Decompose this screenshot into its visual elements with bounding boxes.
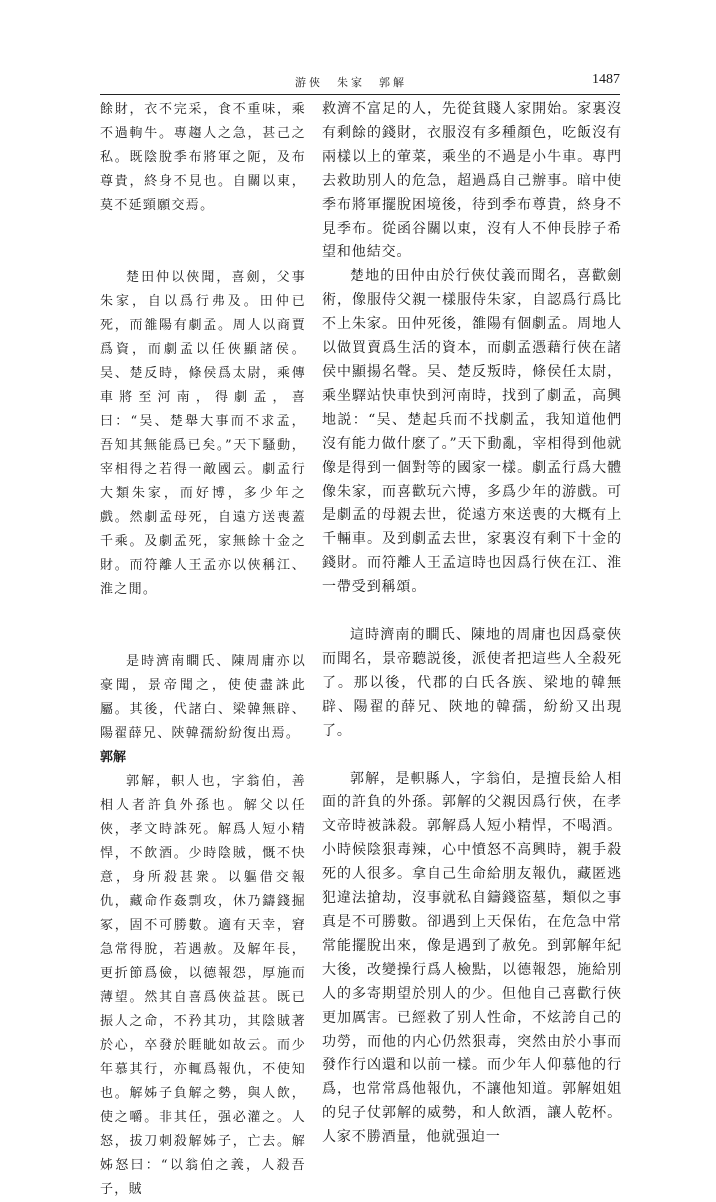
running-title: 游俠 朱家 郭解	[295, 76, 407, 89]
classical-paragraph-4: 郭解，軹人也，字翁伯，善相人者許負外孫也。解父以任俠，孝文時誅死。解爲人短小精悍，不飲酒。少時陰賊，慨不快意，身所殺甚衆。以軀借交報仇，藏命作姦剽攻，休乃鑄錢掘冢，固不可勝數。適有天幸，窘急常得脫，若遇赦。及解年長，更折節爲儉，以德報怨，厚施而薄望。然其自喜爲俠益甚。既已振人之命，不矜其功，其陰賊著於心，卒發於睚眦如故云。而少年慕其行，亦輒爲報仇，不使知也。解姊子負解之勢，與人飲，使之嚼。非其任，强必灌之。人怒，拔刀刺殺解姊子，亡去。解姊怒曰：“以翁伯之義，人殺吾子，賊	[100, 774, 306, 1197]
classical-text-column	[100, 98, 306, 1197]
translation-paragraph-2: 楚地的田仲由於行俠仗義而聞名，喜歡劍術，像服侍父親一樣服侍朱家，自認爲行爲比不上朱家。田仲死後，雒陽有個劇孟。周地人以做買賣爲生活的資本，而劇孟憑藉行俠在諸侯中顯揚名聲。吴、楚反叛時，條侯任太尉，乘坐驛站快車快到河南時，找到了劇孟，高興地説：“吴、楚起兵而不找劇孟，我知道他們沒有能力做什麽了。”天下動亂，宰相得到他就像是得到一個對等的國家一樣。劇孟行爲大體像朱家，而喜歡玩六博，多爲少年的游戲。可是劇孟的母親去世，從遠方來送喪的大概有上千輛車。及到劇孟去世，家裏沒有剩下十金的錢財。而符離人王孟這時也因爲行俠在江、淮一帶受到稱頌。	[322, 268, 622, 596]
classical-paragraph-1: 餘財，衣不完采，食不重味，乘不過軥牛。專趨人之急，甚己之私。既陰脫季布將軍之阨，及布尊貴，終身不見也。自關以東，莫不延頸願交焉。	[100, 102, 306, 213]
translation-column	[322, 98, 622, 1146]
page-header	[100, 74, 620, 94]
translation-paragraph-4: 郭解，是軹縣人，字翁伯，是擅長給人相面的許負的外孫。郭解的父親因爲行俠，在孝文帝時被誅殺。郭解爲人短小精悍，不喝酒。小時候陰狠毒辣，心中憤怒不高興時，親手殺死的人很多。拿自己生命給朋友報仇，藏匿逃犯違法搶劫，沒事就私自鑄錢盜墓，類似之事真是不可勝數。卻遇到上天保佑，在危急中常常能擺脫出來，像是遇到了赦免。到郭解年紀大後，改變操行爲人檢點，以德報怨，施給別人的多寄期望於別人的少。但他自己喜歡行俠更加厲害。已經救了别人性命，不炫誇自己的功勞，而他的内心仍然狠毒，突然由於小事而發作行凶還和以前一樣。而少年人仰慕他的行爲，也常常爲他報仇，不讓他知道。郭解姐姐的兒子仗郭解的威勢，和人飲酒，讓人乾杯。人家不勝酒量，他就强迫一	[322, 770, 622, 1146]
classical-paragraph-2: 楚田仲以俠聞，喜劍，父事朱家，自以爲行弗及。田仲已死，而雒陽有劇孟。周人以商賈爲資，而劇孟以任俠顯諸侯。吴、楚反時，條侯爲太尉，乘傳車將至河南，得劇孟，喜曰：“吴、楚舉大事而不求孟，吾知其無能爲已矣。”天下騷動，宰相得之若得一敵國云。劇孟行大類朱家，而好博，多少年之戲。然劇孟母死，自遠方送喪蓋千乘。及劇孟死，家無餘十金之財。而符離人王孟亦以俠稱江、淮之閒。	[100, 270, 306, 597]
paragraph-spacer	[322, 600, 622, 624]
header-rule	[100, 94, 620, 95]
section-heading: 郭解	[100, 750, 127, 765]
translation-paragraph-3: 這時濟南的瞷氏、陳地的周庸也因爲豪俠而聞名，景帝聽説後，派使者把這些人全殺死了。那以後，代郡的白氏各族、梁地的韓無辟、陽翟的薛兄、陝地的韓孺，紛紛又出現了。	[322, 627, 622, 739]
paragraph-spacer	[100, 218, 306, 266]
page-number: 1487	[592, 72, 620, 87]
classical-paragraph-3: 是時濟南瞷氏、陳周庸亦以豪聞，景帝聞之，使使盡誅此屬。其後，代諸白、梁韓無辟、陽翟薛兄、陝韓孺紛紛復出焉。	[100, 654, 306, 741]
paragraph-spacer	[322, 744, 622, 768]
paragraph-spacer	[100, 602, 306, 650]
translation-paragraph-1: 救濟不富足的人，先從貧賤人家開始。家裏沒有剩餘的錢財，衣服沒有多種顏色，吃飯沒有兩樣以上的葷菜，乘坐的不過是小牛車。專門去救助別人的危急，超過爲自己辦事。暗中使季布將軍擺脫困境後，待到季布尊貴，終身不見季布。從函谷關以東，沒有人不伸長脖子希望和他結交。	[322, 101, 622, 261]
